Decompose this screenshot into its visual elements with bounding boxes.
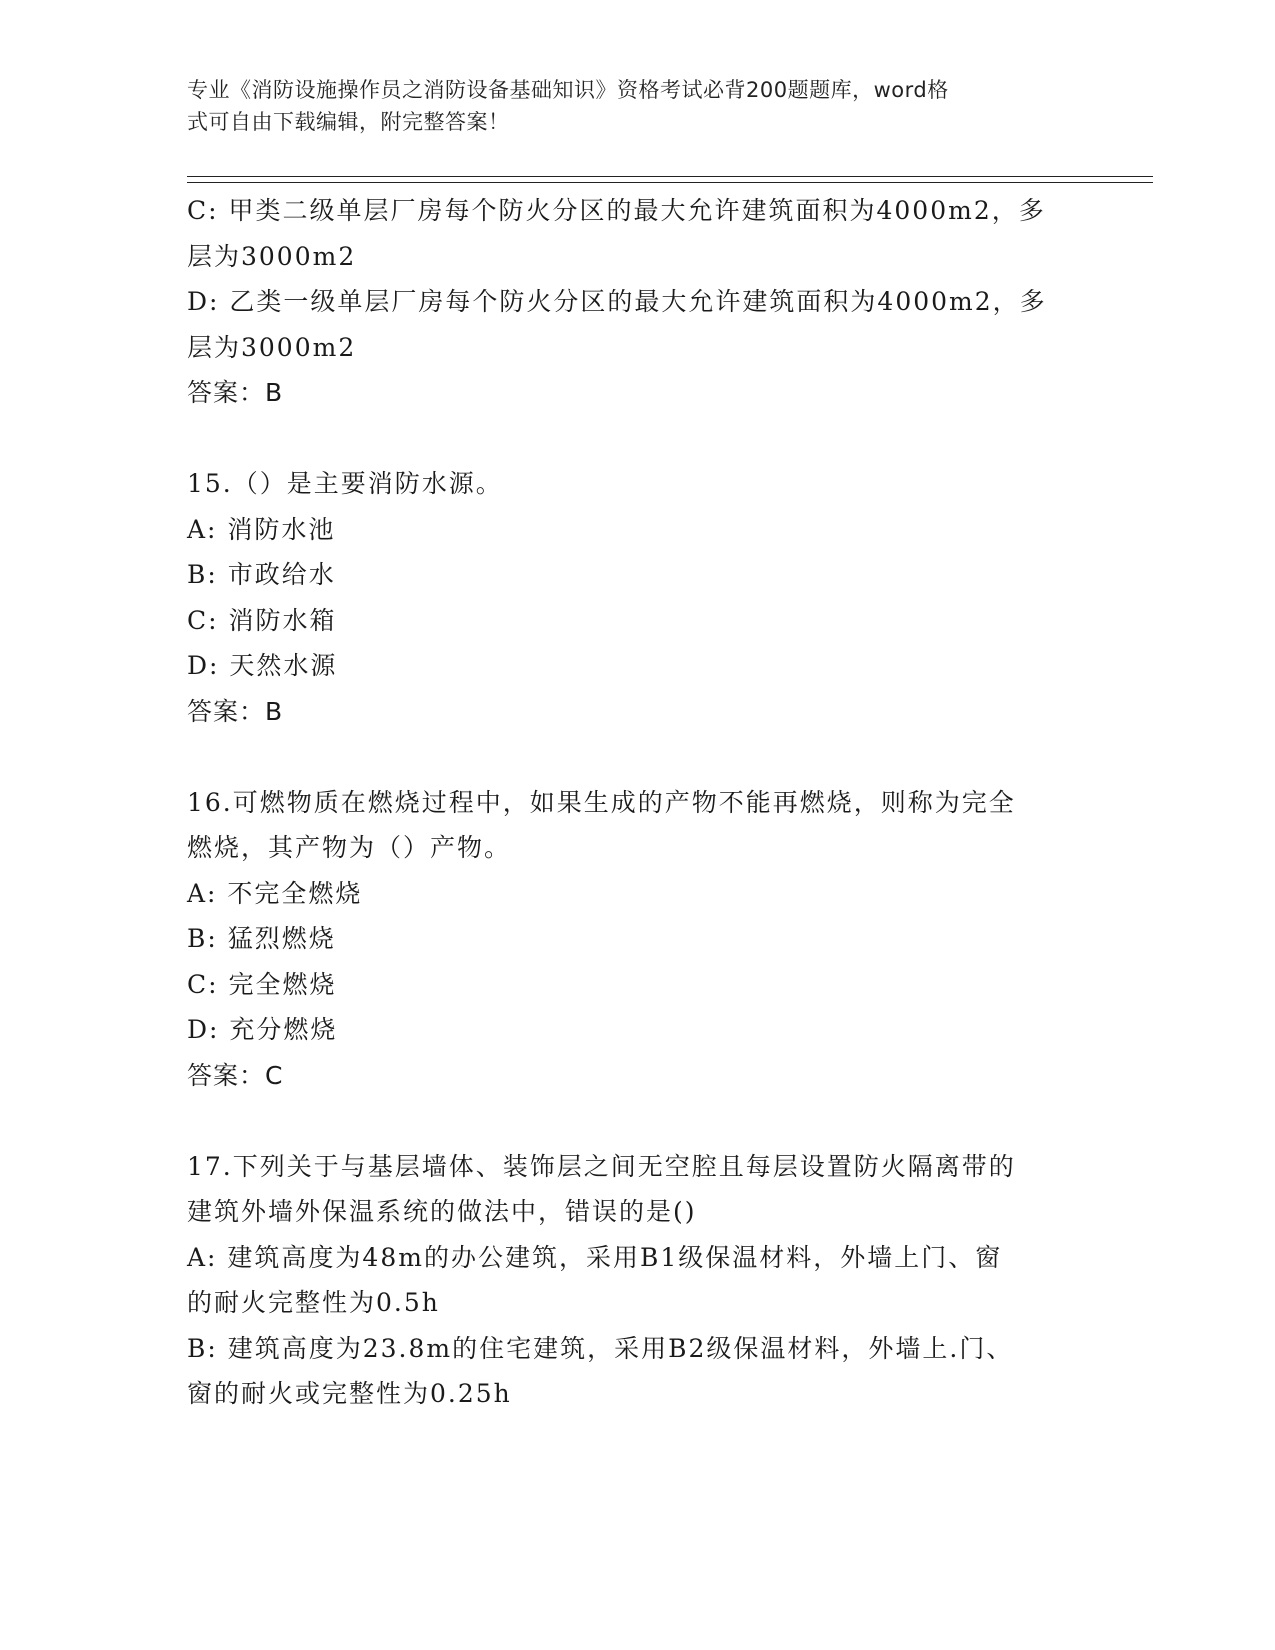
option-c-line-1: C: 甲类二级单层厂房每个防火分区的最大允许建筑面积为4000m2，多: [187, 196, 1046, 225]
question-17: [187, 1144, 1087, 1417]
answer: 答案：B: [187, 696, 284, 726]
document-header: [187, 74, 1067, 138]
option-b: B: 市政给水: [187, 560, 336, 589]
option-b: B: 猛烈燃烧: [187, 924, 336, 953]
option-d: D: 天然水源: [187, 651, 338, 680]
header-line-1: 专业《消防设施操作员之消防设备基础知识》资格考试必背200题题库，word格: [187, 78, 949, 102]
question-stem-line-2: 燃烧，其产物为（）产物。: [187, 833, 512, 862]
question-15: [187, 461, 1087, 734]
question-stem-line-2: 建筑外墙外保温系统的做法中，错误的是(): [187, 1197, 697, 1226]
header-line-2: 式可自由下载编辑，附完整答案！: [187, 110, 510, 134]
option-c-line-2: 层为3000m2: [187, 241, 357, 271]
spacer: [187, 734, 1087, 780]
header-divider-bottom: [187, 182, 1153, 183]
option-c: C: 完全燃烧: [187, 969, 337, 999]
option-a-line-1: A: 建筑高度为48m的办公建筑，采用B1级保温材料，外墙上门、窗: [187, 1242, 1003, 1272]
question-16: [187, 780, 1087, 1099]
question-stem-line-1: 16.可燃物质在燃烧过程中，如果生成的产物不能再燃烧，则称为完全: [187, 787, 1016, 817]
option-a: A: 消防水池: [187, 514, 336, 544]
document-body: [187, 188, 1087, 1417]
option-b-line-1: B: 建筑高度为23.8m的住宅建筑，采用B2级保温材料，外墙上.门、: [187, 1333, 1014, 1363]
spacer: [187, 416, 1087, 462]
option-a: A: 不完全燃烧: [187, 878, 363, 908]
option-a-line-2: 的耐火完整性为0.5h: [187, 1288, 440, 1317]
option-d-line-2: 层为3000m2: [187, 332, 357, 362]
spacer: [187, 1098, 1087, 1144]
header-divider-top: [187, 176, 1153, 177]
option-d: D: 充分燃烧: [187, 1015, 338, 1044]
question-stem: 15.（）是主要消防水源。: [187, 469, 503, 498]
option-d-line-1: D: 乙类一级单层厂房每个防火分区的最大允许建筑面积为4000m2，多: [187, 287, 1047, 316]
question-stem-line-1: 17.下列关于与基层墙体、装饰层之间无空腔且每层设置防火隔离带的: [187, 1151, 1016, 1181]
option-b-line-2: 窗的耐火或完整性为0.25h: [187, 1379, 512, 1408]
option-c: C: 消防水箱: [187, 605, 337, 635]
answer: 答案：B: [187, 378, 284, 407]
question-14-continuation: [187, 188, 1087, 416]
answer: 答案：C: [187, 1060, 284, 1090]
